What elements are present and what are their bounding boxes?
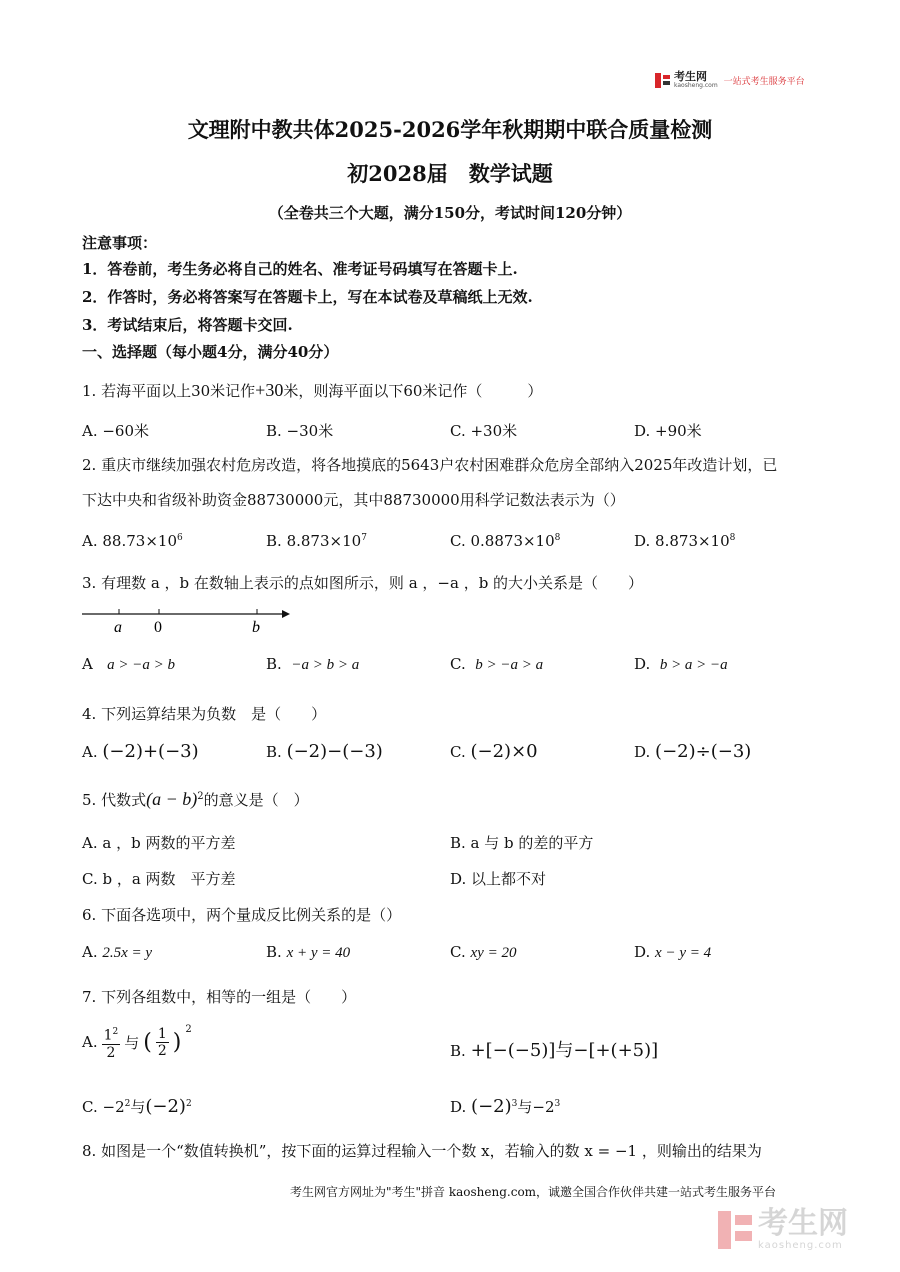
question-2-stem-line2: 下达中央和省级补助资金88730000元，其中88730000用科学记数法表示为（）: [82, 491, 625, 509]
question-2-option-b[interactable]: B. $8.873\times 10^7$: [266, 532, 367, 550]
question-1-option-d[interactable]: D. +90米: [634, 422, 702, 440]
question-7-option-b[interactable]: B. +[−(−5)]与−[+(+5)]: [450, 1040, 659, 1061]
question-4-option-d[interactable]: D. (−2)÷(−3): [634, 741, 752, 762]
question-7-option-d[interactable]: D. $(-2)^3$与$-2^3$: [450, 1096, 561, 1117]
question-1-stem: 1. 若海平面以上30米记作+30米，则海平面以下60米记作（ ）: [82, 380, 543, 400]
notice-item: 1．答卷前，考生务必将自己的姓名、准考证号码填写在答题卡上.: [82, 260, 518, 278]
question-3-option-c[interactable]: C. b > −a > a: [450, 655, 544, 673]
question-1-option-a[interactable]: A. −60米: [82, 422, 150, 440]
watermark-logo-icon: [718, 1211, 752, 1249]
question-3-stem: 3. 有理数 a ，b 在数轴上表示的点如图所示，则 a ，−a ，b 的大小关系是（ ）: [82, 574, 644, 592]
question-2-option-d[interactable]: D. $8.873\times 10^8$: [634, 532, 736, 550]
question-6-option-b[interactable]: B. x + y = 40: [266, 943, 351, 961]
section-heading: 一、选择题（每小题4分，满分40分）: [82, 343, 339, 361]
question-1-option-c[interactable]: C. +30米: [450, 422, 518, 440]
logo-name: 考生网: [674, 70, 707, 83]
number-line: [82, 604, 302, 638]
question-3-option-d[interactable]: D. b > a > −a: [634, 655, 728, 673]
page-subtitle: 初2028届 数学试题: [347, 161, 553, 186]
question-3-option-b[interactable]: B. −a > b > a: [266, 655, 360, 673]
notice-item: 3．考试结束后，将答题卡交回.: [82, 316, 293, 334]
question-5-option-d[interactable]: D. 以上都不对: [450, 870, 547, 888]
question-5-stem: 5. 代数式$(a - b)^2$的意义是（ ）: [82, 789, 309, 809]
logo-url: kaosheng.com: [674, 82, 718, 89]
question-2-option-a[interactable]: A. $88.73\times 10^6$: [82, 532, 183, 550]
question-5-option-b[interactable]: B. a 与 b 的差的平方: [450, 834, 594, 852]
watermark-url: kaosheng.com: [758, 1240, 843, 1251]
fraction: $\frac{1^2}{2}$: [102, 1024, 121, 1061]
logo-slogan: 一站式考生服务平台: [723, 77, 805, 87]
question-4-option-b[interactable]: B. (−2)−(−3): [266, 741, 383, 762]
page-title: 文理附中教共体2025-2026学年秋期期中联合质量检测: [187, 117, 713, 142]
label-zero: 0: [154, 619, 162, 636]
question-1-option-b[interactable]: B. −30米: [266, 422, 334, 440]
watermark: [718, 1208, 848, 1251]
question-7-option-a[interactable]: A. $\frac{1^2}{2}$ 与 ( $\frac{1}{2}$ ) $^2$: [82, 1024, 192, 1061]
question-6-stem: 6. 下面各选项中，两个量成反比例关系的是（）: [82, 906, 402, 924]
fraction: $\frac{1}{2}$: [157, 1025, 167, 1059]
question-6-option-c[interactable]: C. xy = 20: [450, 943, 517, 961]
question-8-stem: 8. 如图是一个“数值转换机”，按下面的运算过程输入一个数 x，若输入的数 x = −1 ，则输出的结果为: [82, 1142, 762, 1160]
question-3-option-a[interactable]: A a > −a > b: [82, 655, 176, 673]
question-5-option-c[interactable]: C. b ，a 两数 平方差: [82, 870, 236, 888]
question-6-option-d[interactable]: D. x − y = 4: [634, 943, 712, 961]
brand-logo: [655, 72, 805, 89]
question-4-option-a[interactable]: A. (−2)+(−3): [82, 741, 199, 762]
logo-icon: [655, 73, 670, 88]
question-7-stem: 7. 下列各组数中，相等的一组是（ ）: [82, 988, 357, 1006]
notice-item: 2．作答时，务必将答案写在答题卡上，写在本试卷及草稿纸上无效.: [82, 288, 533, 306]
watermark-name: 考生网: [758, 1206, 848, 1241]
label-a: a: [114, 619, 122, 636]
label-b: b: [252, 619, 260, 636]
page-footer: 考生网官方网址为"考生"拼音 kaosheng.com，诚邀全国合作伙伴共建一站式考生服务平台: [290, 1185, 777, 1199]
question-2-option-c[interactable]: C. $0.8873\times 10^8$: [450, 532, 561, 550]
question-2-stem-line1: 2. 重庆市继续加强农村危房改造，将各地摸底的5643户农村困难群众危房全部纳入2025年改造计划，已: [82, 456, 778, 474]
question-7-option-c[interactable]: C. $-2^2$与$(-2)^2$: [82, 1096, 192, 1117]
number-line-arrow: [282, 610, 290, 618]
question-4-option-c[interactable]: C. (−2)×0: [450, 741, 538, 762]
question-4-stem: 4. 下列运算结果为负数 是（ ）: [82, 705, 327, 723]
question-6-option-a[interactable]: A. 2.5x = y: [82, 943, 153, 961]
question-5-option-a[interactable]: A. a ，b 两数的平方差: [82, 834, 236, 852]
exam-info: （全卷共三个大题，满分150分，考试时间120分钟）: [268, 204, 632, 222]
notice-heading: 注意事项：: [82, 234, 158, 252]
